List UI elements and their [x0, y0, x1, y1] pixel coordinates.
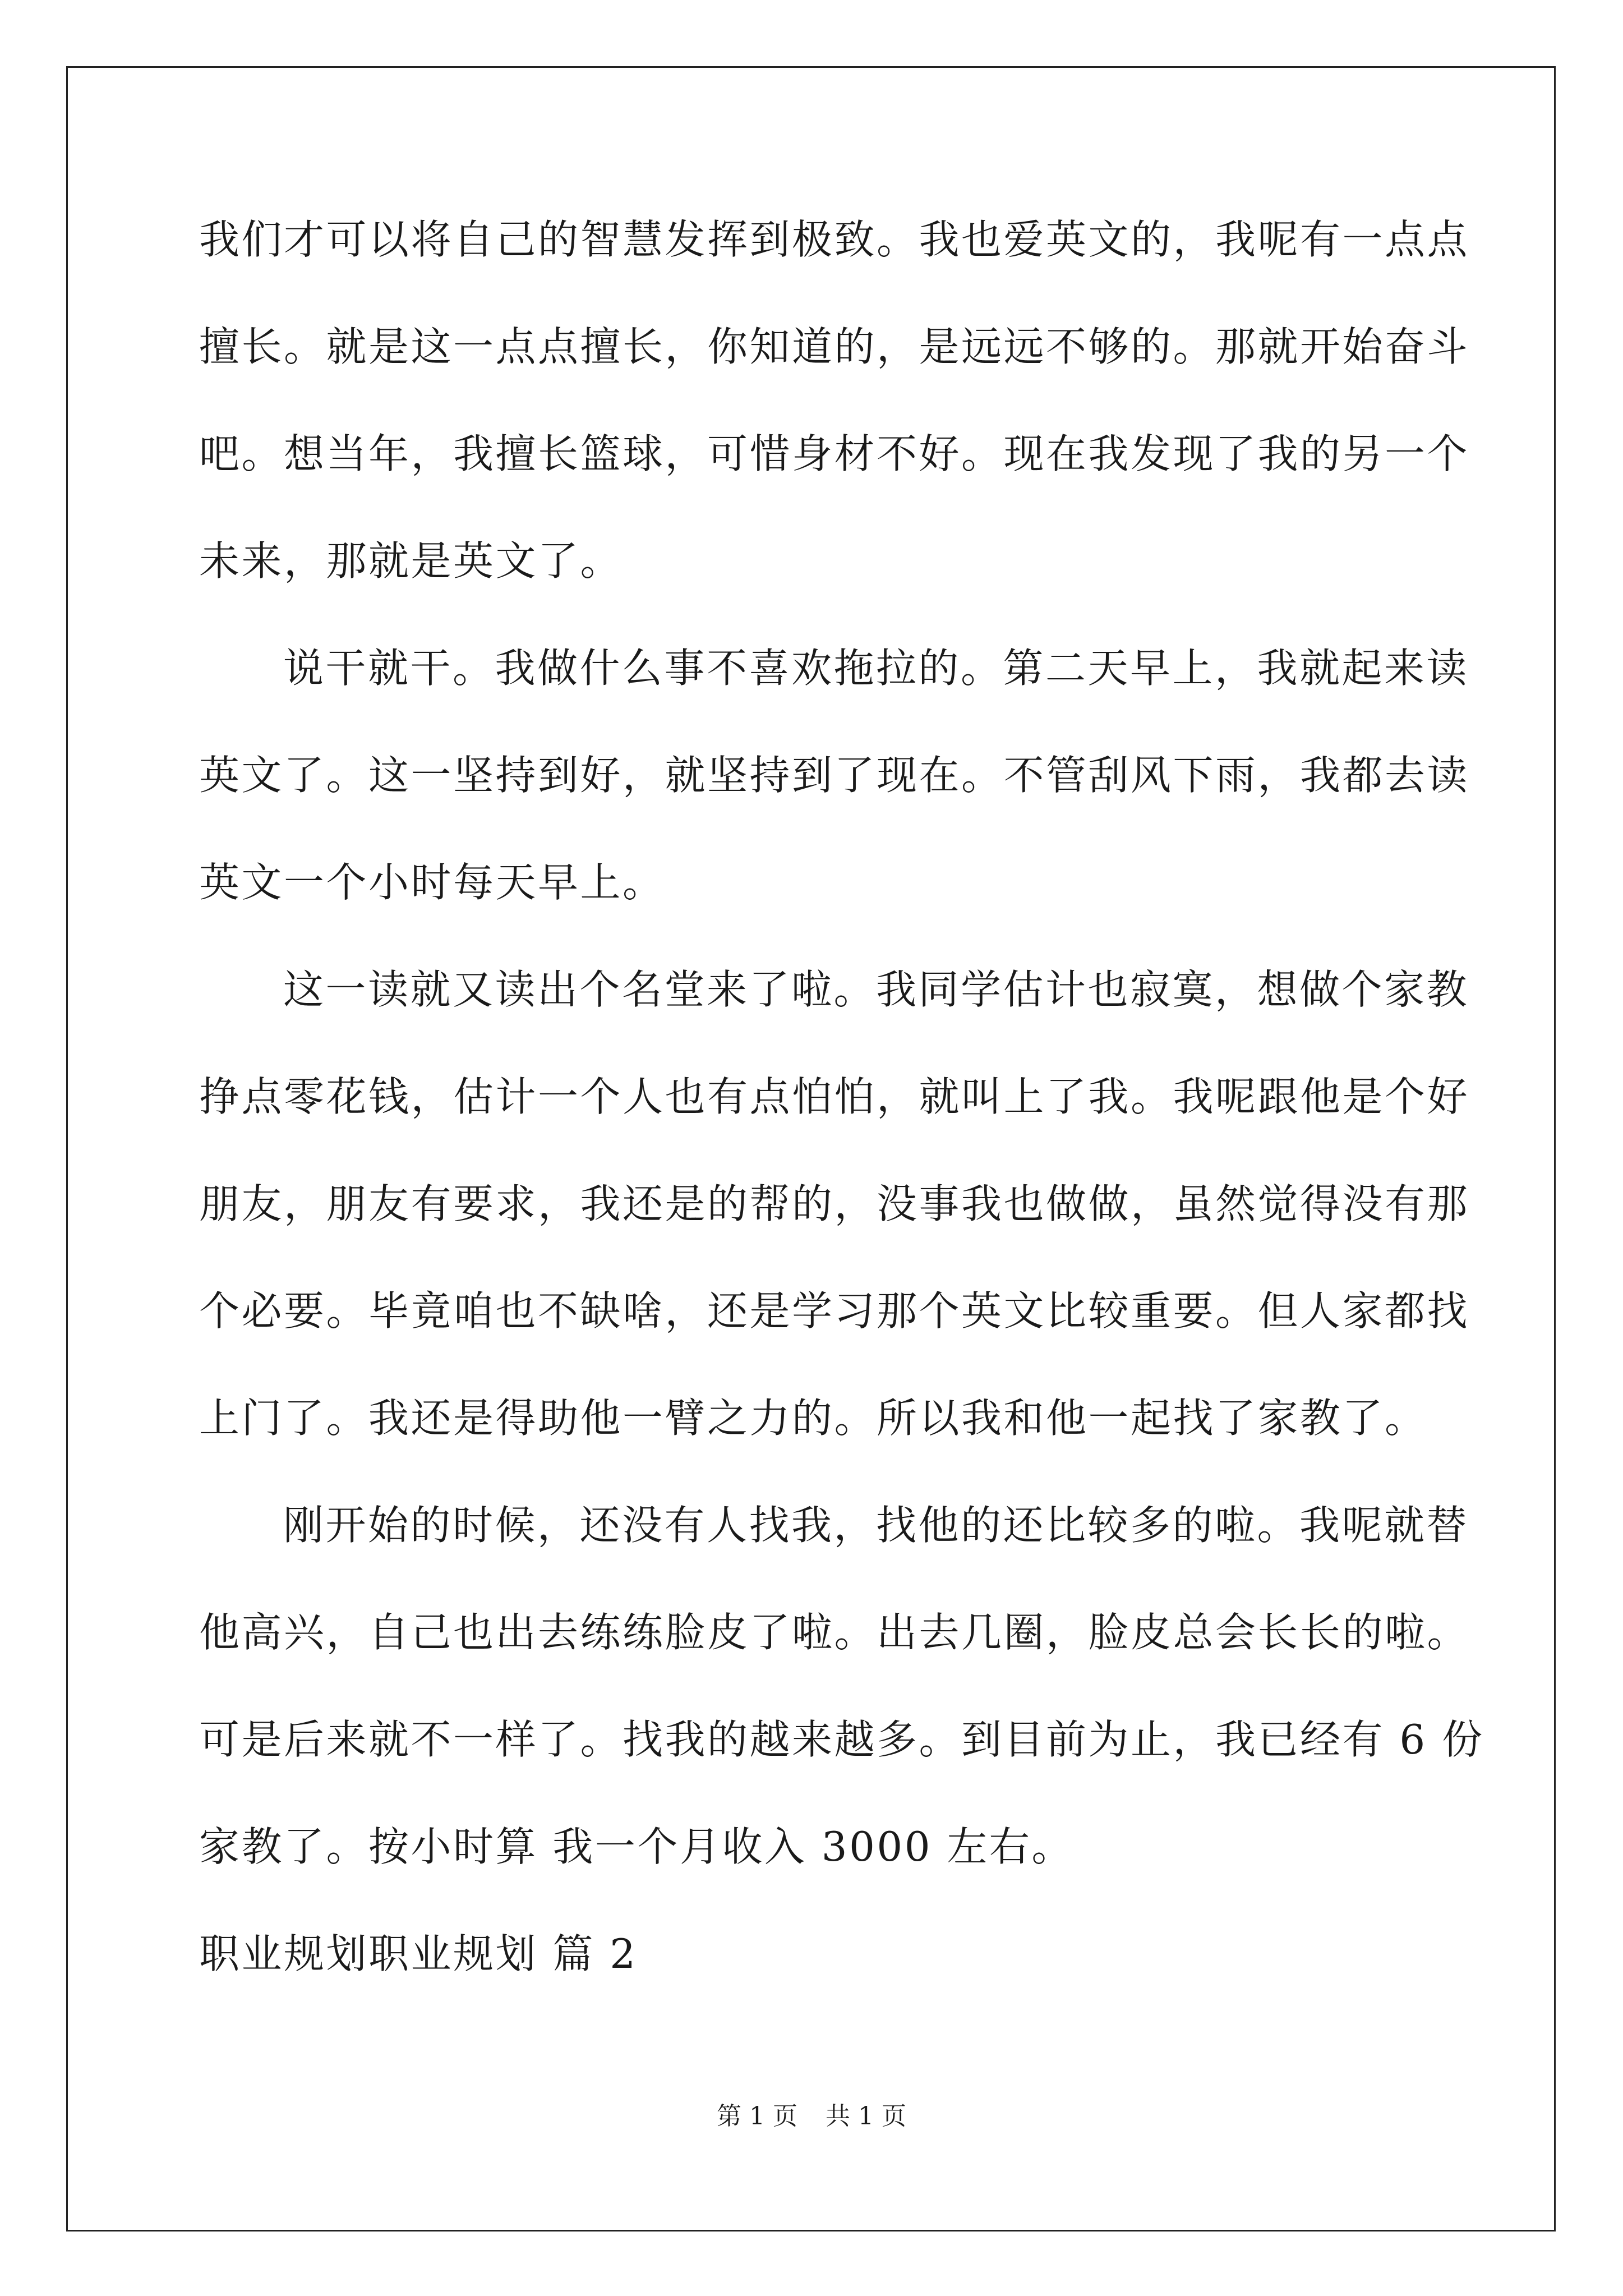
paragraph-4-line-2: 他高兴，自己也出去练练脸皮了啦。出去几圈，脸皮总会长长的啦。: [199, 1609, 1470, 1656]
paragraph-3-line-4: 个必要。毕竟咱也不缺啥，还是学习那个英文比较重要。但人家都找: [199, 1287, 1470, 1335]
paragraph-3-line-2: 挣点零花钱，估计一个人也有点怕怕，就叫上了我。我呢跟他是个好: [199, 1073, 1470, 1120]
paragraph-4-line-4: 家教了。按小时算 我一个月收入 3000 左右。: [199, 1823, 1074, 1870]
page-number-total: 共 1 页: [826, 2102, 906, 2131]
paragraph-1-line-4: 未来，那就是英文了。: [199, 537, 623, 585]
paragraph-1-line-1: 我们才可以将自己的智慧发挥到极致。我也爱英文的，我呢有一点点: [199, 216, 1470, 263]
paragraph-2-line-3: 英文一个小时每天早上。: [199, 859, 665, 906]
paragraph-3-line-1: 这一读就又读出个名堂来了啦。我同学估计也寂寞，想做个家教: [283, 966, 1469, 1013]
paragraph-3-line-3: 朋友，朋友有要求，我还是的帮的，没事我也做做，虽然觉得没有那: [199, 1180, 1470, 1227]
page-number-current: 第 1 页: [717, 2102, 797, 2131]
paragraph-3-line-5: 上门了。我还是得助他一臂之力的。所以我和他一起找了家教了。: [199, 1395, 1427, 1442]
paragraph-4-line-3: 可是后来就不一样了。找我的越来越多。到目前为止，我已经有 6 份: [199, 1716, 1484, 1763]
paragraph-4-line-1: 刚开始的时候，还没有人找我，找他的还比较多的啦。我呢就替: [283, 1502, 1469, 1549]
paragraph-2-line-2: 英文了。这一坚持到好，就坚持到了现在。不管刮风下雨，我都去读: [199, 752, 1470, 799]
page-footer: [0, 2101, 1623, 2132]
paragraph-1-line-2: 擅长。就是这一点点擅长，你知道的，是远远不够的。那就开始奋斗: [199, 323, 1470, 370]
paragraph-1-line-3: 吧。想当年，我擅长篮球，可惜身材不好。现在我发现了我的另一个: [199, 430, 1470, 477]
document-body: [199, 213, 1484, 2035]
paragraph-2-line-1: 说干就干。我做什么事不喜欢拖拉的。第二天早上，我就起来读: [283, 645, 1469, 692]
section-heading: 职业规划职业规划 篇 2: [199, 1930, 638, 1977]
